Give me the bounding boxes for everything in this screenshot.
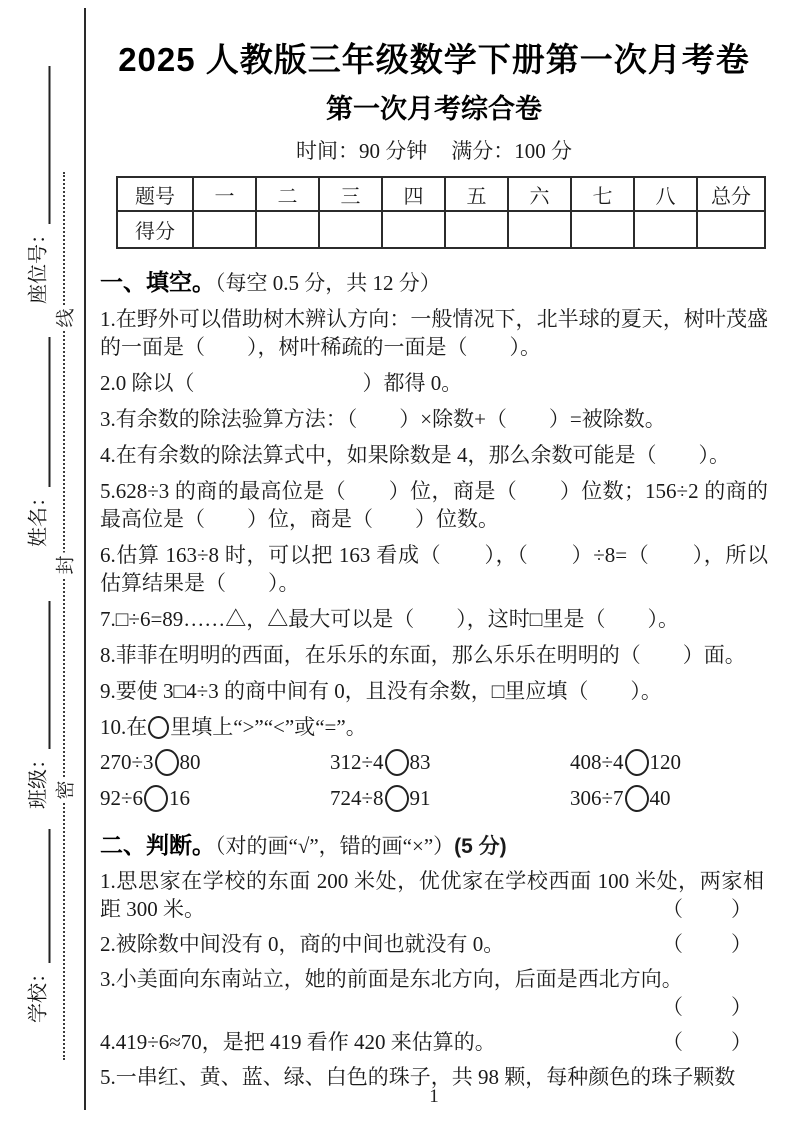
score-row-label: 得分 [117,211,193,248]
score-cell-empty [508,211,571,248]
name-blank [31,337,51,487]
compare-circle-icon [385,785,409,812]
score-header-cell: 二 [256,177,319,211]
seal-char-xian: 线 [51,305,78,330]
comparison-left: 270÷3 [100,750,154,774]
compare-circle-icon [385,749,409,776]
score-header-cell: 三 [319,177,382,211]
school-field [22,829,51,1023]
score-header-cell: 总分 [697,177,765,211]
score-header-cell: 题号 [117,177,193,211]
section1-note: （每空 0.5 分，共 12 分） [215,271,441,295]
class-label: 班级： [27,749,50,809]
judge-question-4 [100,1028,768,1056]
score-cell-empty [256,211,319,248]
comparison-right: 83 [409,750,431,774]
exam-full-score: 满分：100 分 [451,139,572,163]
comparison-item [100,749,330,776]
section1-label: 一、填空。 [100,269,215,295]
judge-text: 5.一串红、黄、蓝、绿、白色的珠子，共 98 颗，每种颜色的珠子颗数 [100,1065,736,1089]
judge-bracket: （ ） [662,1030,754,1054]
judge-text: 4.419÷6≈70，是把 419 看作 420 来估算的。 [100,1030,496,1054]
comparison-left: 306÷7 [570,786,624,810]
section2-heading [100,827,768,860]
score-cell-empty [634,211,697,248]
seal-divider-line [84,8,86,1110]
score-cell-empty [193,211,256,248]
judge-bracket: （ ） [662,995,754,1019]
score-header-cell: 一 [193,177,256,211]
seal-margin [0,0,100,1122]
score-table [116,176,766,249]
name-field [22,337,51,547]
seat-number-label: 座位号： [27,224,50,304]
compare-circle-icon [155,749,179,776]
seat-number-field [22,66,51,304]
judge-question-1 [100,867,768,923]
score-header-cell: 六 [508,177,571,211]
comparison-left: 92÷6 [100,786,144,810]
fill-question-10 [100,713,768,741]
section1-heading [100,264,768,297]
score-cell-empty [445,211,508,248]
comparison-right: 40 [649,786,671,810]
score-table-header-row [117,177,765,211]
judge-text: 1.思思家在学校的东面 200 米处，优优家在学校西面 100 米处，两家相距 300 米。 [100,869,764,921]
score-table-score-row [117,211,765,248]
fill-question-4: 4.在有余数的除法算式中，如果除数是 4，那么余数可能是（ ）。 [100,443,730,467]
exam-meta [100,135,768,165]
judge-text: 3.小美面向东南站立，她的前面是东北方向，后面是西北方向。 [100,967,683,991]
seal-char-mi: 密 [51,777,78,802]
comparison-right: 120 [649,750,682,774]
comparison-right: 16 [169,786,191,810]
fill-question-6: 6.估算 163÷8 时，可以把 163 看成（ ），（ ）÷8=（ ），所以估算结果是（ ）。 [100,543,768,595]
comparison-right: 80 [179,750,201,774]
fill-question-1: 1.在野外可以借助树木辨认方向：一般情况下，北半球的夏天，树叶茂盛的一面是（ ），树叶稀疏的一面是（ ）。 [100,307,768,359]
score-cell-empty [697,211,765,248]
comparison-item [570,749,768,776]
score-cell-empty [382,211,445,248]
fill-question-2: 2.0 除以（ ）都得 0。 [100,371,463,395]
comparison-item [330,785,570,812]
score-header-cell: 四 [382,177,445,211]
q10-suffix: 里填上“>”“<”或“=”。 [170,715,367,739]
comparison-right: 91 [409,786,431,810]
compare-circle-icon [625,749,649,776]
comparison-left: 724÷8 [330,786,384,810]
score-cell-empty [571,211,634,248]
section2-note: （对的画“√”，错的画“×”） [215,834,455,858]
seat-number-blank [31,66,51,224]
score-header-cell: 七 [571,177,634,211]
compare-circle-icon [148,716,169,739]
exam-paper [100,0,768,1091]
comparison-grid [100,749,768,812]
exam-time: 时间：90 分钟 [296,139,428,163]
fill-question-5: 5.628÷3 的商的最高位是（ ）位，商是（ ）位数；156÷2 的商的最高位是（ ）位，商是（ ）位数。 [100,479,768,531]
section2-label: 二、判断。 [100,832,215,858]
comparison-item [330,749,570,776]
comparison-left: 312÷4 [330,750,384,774]
exam-title: 2025 人教版三年级数学下册第一次月考卷 [118,41,750,78]
compare-circle-icon [625,785,649,812]
q10-prefix: 10.在 [100,715,148,739]
class-blank [31,601,51,749]
compare-circle-icon [144,785,168,812]
judge-bracket: （ ） [662,932,754,956]
judge-bracket: （ ） [662,897,754,921]
score-header-cell: 五 [445,177,508,211]
fill-question-7: 7.□÷6=89……△，△最大可以是（ ），这时□里是（ ）。 [100,607,679,631]
comparison-item [570,785,768,812]
judge-text: 2.被除数中间没有 0，商的中间也就没有 0。 [100,932,505,956]
judge-question-3 [100,965,768,1021]
exam-subtitle: 第一次月考综合卷 [326,94,542,124]
comparison-item [100,785,330,812]
class-field [22,601,51,809]
school-label: 学校： [27,963,50,1023]
comparison-left: 408÷4 [570,750,624,774]
score-header-cell: 八 [634,177,697,211]
fill-question-3: 3.有余数的除法验算方法：（ ）×除数+（ ）=被除数。 [100,407,666,431]
fill-question-9: 9.要使 3□4÷3 的商中间有 0，且没有余数，□里应填（ ）。 [100,679,662,703]
fill-question-8: 8.菲菲在明明的西面，在乐乐的东面，那么乐乐在明明的（ ）面。 [100,643,746,667]
name-label: 姓名： [27,487,50,547]
page-number: 1 [429,1086,439,1107]
score-cell-empty [319,211,382,248]
seal-char-feng: 封 [51,552,78,577]
judge-question-2 [100,930,768,958]
section2-score: (5 分) [454,835,507,858]
school-blank [31,829,51,963]
